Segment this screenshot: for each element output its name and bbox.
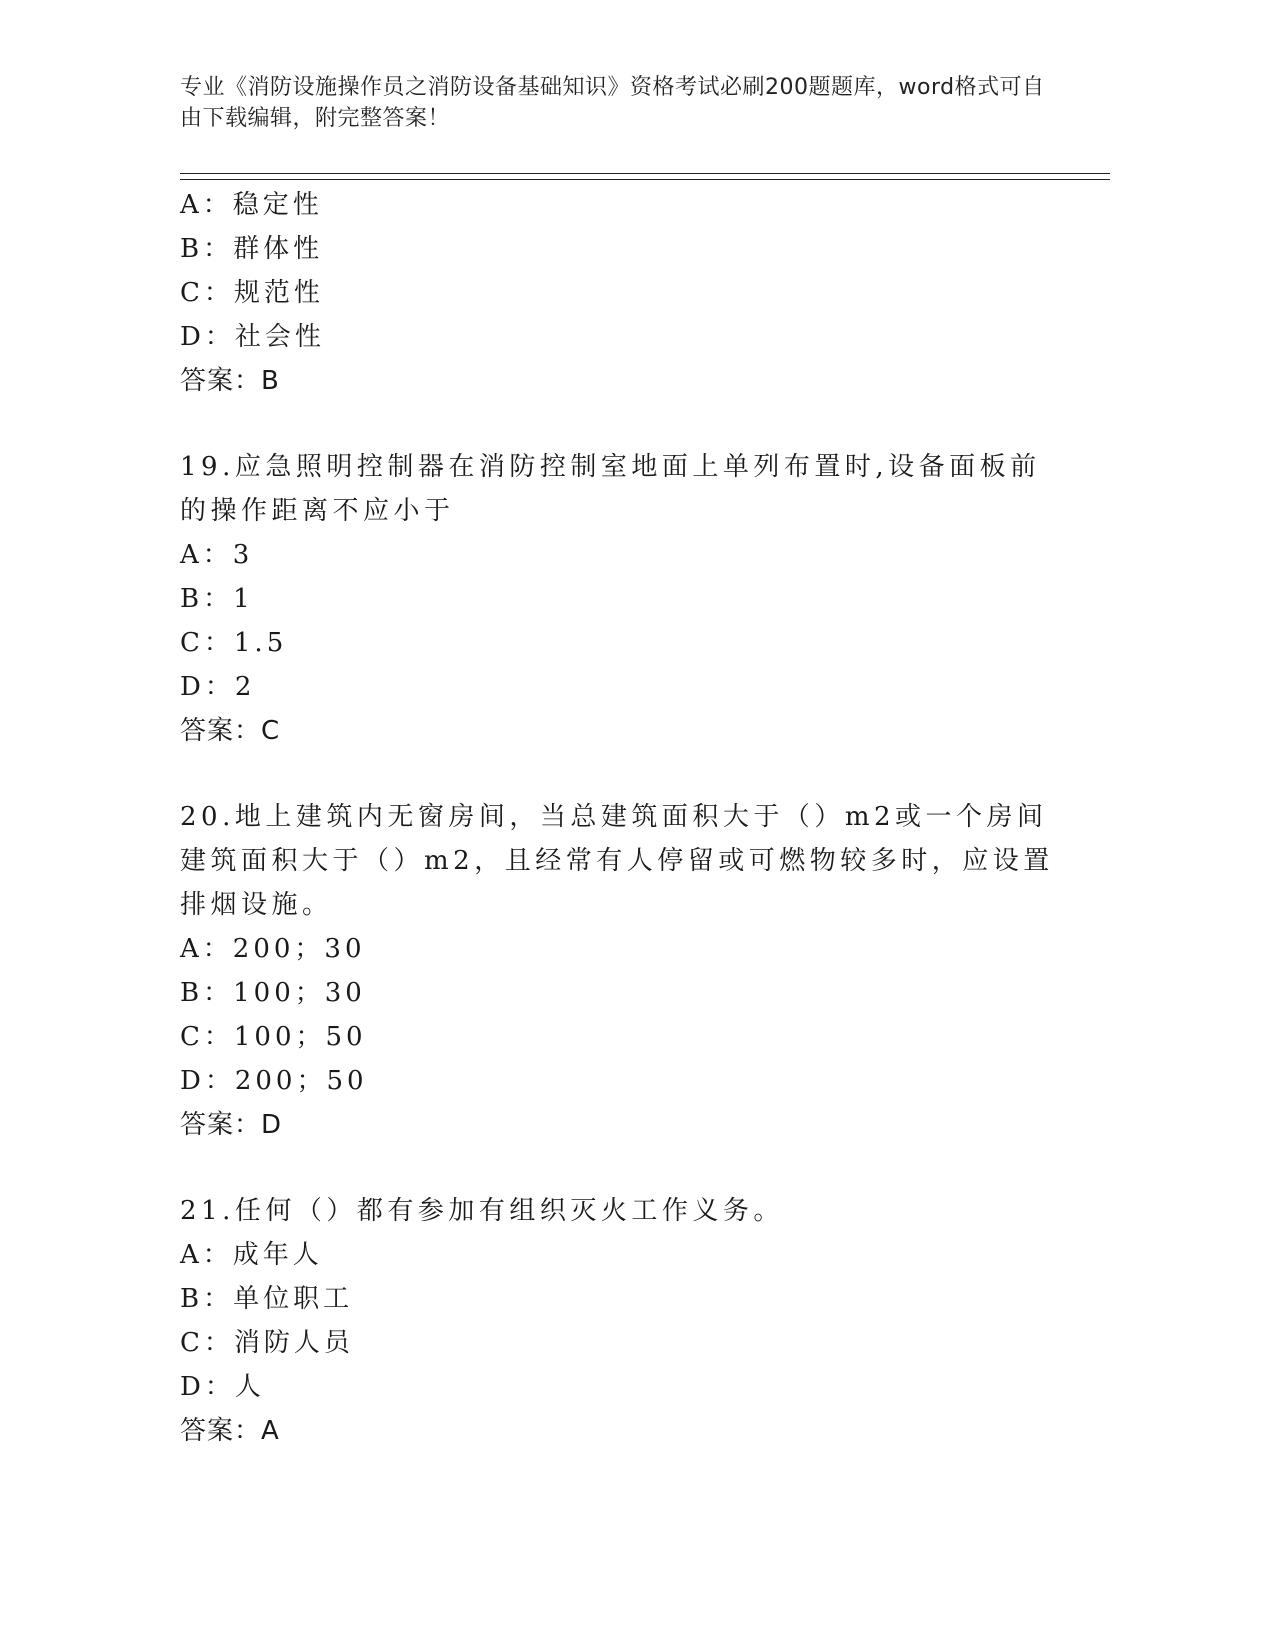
option-c: C：消防人员 [180,1328,354,1358]
option-d: D：200；50 [180,1066,368,1096]
option-c: C：1.5 [180,628,288,658]
option-a: A：200；30 [180,934,366,964]
option-a: A：3 [180,540,254,570]
question-list [180,183,1060,1453]
question-block-20 [180,795,1060,1147]
answer-line: 答案：A [180,1416,280,1446]
option-c: C：100；50 [180,1022,367,1052]
question-block-continued [180,183,1060,403]
option-c: C：规范性 [180,278,324,308]
option-b: B：1 [180,584,254,614]
option-b: B：群体性 [180,234,324,264]
option-d: D：人 [180,1372,265,1402]
answer-line: 答案：C [180,716,281,746]
option-a: A：稳定性 [180,190,323,220]
option-b: B：单位职工 [180,1284,354,1314]
document-header: 专业《消防设施操作员之消防设备基础知识》资格考试必刷200题题库，word格式可自由下载编辑，附完整答案！ [180,75,1045,131]
header-divider-bottom [180,179,1110,180]
option-d: D：2 [180,672,256,702]
answer-line: 答案：D [180,1110,283,1140]
question-block-21 [180,1189,1060,1453]
question-text: 19.应急照明控制器在消防控制室地面上单列布置时,设备面板前的操作距离不应小于 [180,452,1041,526]
question-text: 20.地上建筑内无窗房间，当总建筑面积大于（）m2或一个房间建筑面积大于（）m2，且经常有人停留或可燃物较多时，应设置排烟设施。 [180,802,1054,920]
header-divider-top [180,173,1110,174]
option-a: A：成年人 [180,1240,323,1270]
answer-line: 答案：B [180,366,280,396]
question-text: 21.任何（）都有参加有组织灭火工作义务。 [180,1196,784,1226]
option-b: B：100；30 [180,978,366,1008]
question-block-19 [180,445,1060,753]
option-d: D：社会性 [180,322,325,352]
